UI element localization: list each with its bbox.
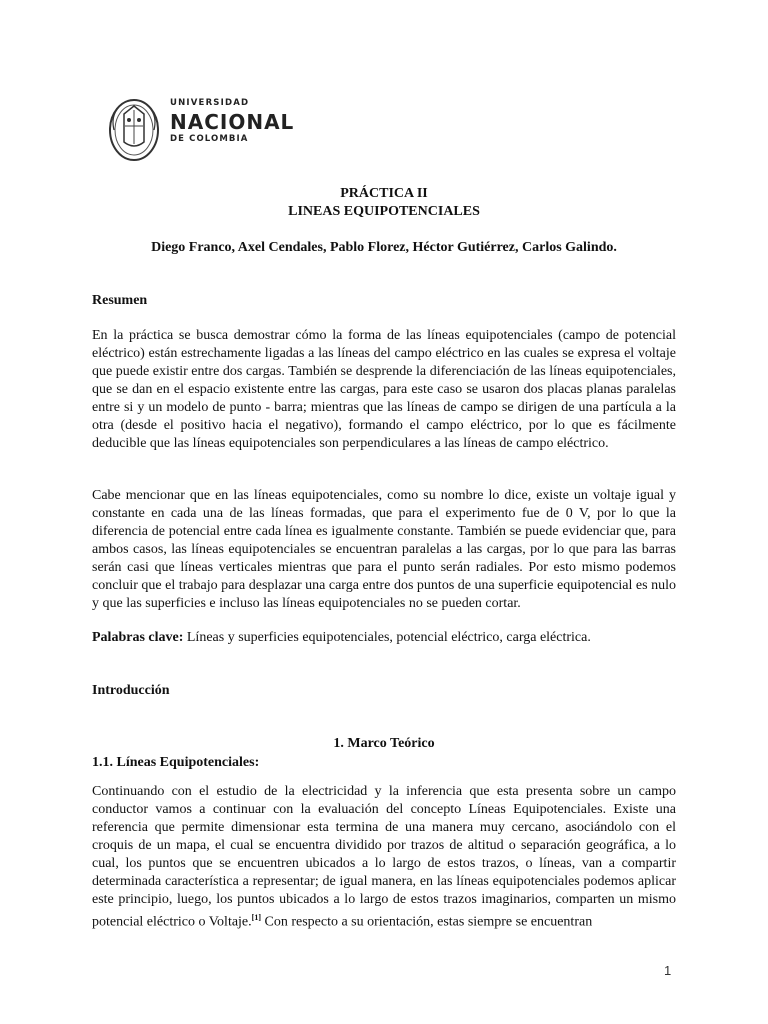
marco-teorico-heading: 1. Marco Teórico (333, 736, 435, 751)
university-seal-icon (106, 94, 162, 166)
marco-teorico-paragraph (92, 783, 676, 932)
keywords-line (92, 629, 676, 647)
lineas-equipotenciales-subheading: 1.1. Líneas Equipotenciales: (92, 755, 260, 770)
keywords-label: Palabras clave: (92, 630, 184, 645)
logo-wordmark (170, 98, 294, 144)
logo-line-3: DE COLOMBIA (170, 134, 249, 144)
resumen-heading: Resumen (92, 293, 148, 308)
introduccion-heading: Introducción (92, 683, 170, 698)
marco-paragraph-end: Con respecto a su orientación, estas siempre se encuentran (260, 914, 593, 930)
document-title-line-1: PRÁCTICA II (340, 186, 428, 201)
document-title-line-2: LINEAS EQUIPOTENCIALES (288, 204, 480, 219)
logo-line-2: NACIONAL (170, 110, 295, 134)
keywords-text: Líneas y superficies equipotenciales, potencial eléctrico, carga eléctrica. (183, 630, 591, 645)
marco-paragraph-start: Continuando con el estudio de la electricidad y la inferencia que esta presenta sobre un campo conductor vamos a continuar con la evaluación del concepto Líneas Equipotenciales. Existe una referencia que permite dimensionar esta termina de una manera muy cercano, asociándolo con el croquis de un mapa, el cual se encuentra dividido por trazos de altitud o separación geográfica, a lo cual, los puntos que se encuentren ubicados a lo largo de estos trazos, o líneas, van a compartir determinada característica a representar; de igual manera, en las líneas equipotenciales podemos aplicar este principio, luego, los puntos ubicados a lo largo de estos trazos imaginarios, comparten un mismo potencial eléctrico o Voltaje. (92, 784, 676, 930)
page-number: 1 (664, 963, 672, 978)
resumen-paragraph-1: En la práctica se busca demostrar cómo la forma de las líneas equipotenciales (campo de potencial eléctrico) están estrechamente ligadas a las líneas del campo eléctrico en las cuales se expresa el voltaje que puede existir entre dos cargas. También se desprende la diferenciación de las líneas equipotenciales, que se dan en el espacio existente entre las cargas, para este caso se usaron dos placas planas paralelas entre si y un modelo de punto - barra; mientras que las líneas de campo se dirigen de una partícula a la otra (desde el positivo hacia el negativo), formando el campo eléctrico, por lo que es fácilmente deducible que las líneas equipotenciales son perpendiculares a las líneas de campo eléctrico. (92, 328, 676, 451)
authors-line: Diego Franco, Axel Cendales, Pablo Florez, Héctor Gutiérrez, Carlos Galindo. (151, 240, 617, 255)
university-logo (106, 92, 295, 174)
resumen-paragraph-2: Cabe mencionar que en las líneas equipotenciales, como su nombre lo dice, existe un voltaje igual y constante en cada una de las líneas formadas, que para el experimento fue de 0 V, por lo que la diferencia de potencial entre cada línea es igualmente constante. También se puede evidenciar que, para ambos casos, las líneas equipotenciales se encuentran paralelas a las cargas, por lo que para las barras serán casi que líneas verticales mientras que para el punto serán radiales. Por esto mismo podemos concluir que el trabajo para desplazar una carga entre dos puntos de una superficie equipotencial es nulo y que las superficies e incluso las líneas equipotenciales no se pueden cortar. (92, 488, 676, 611)
citation-reference: [1] (251, 913, 261, 922)
logo-line-1: UNIVERSIDAD (170, 98, 250, 108)
